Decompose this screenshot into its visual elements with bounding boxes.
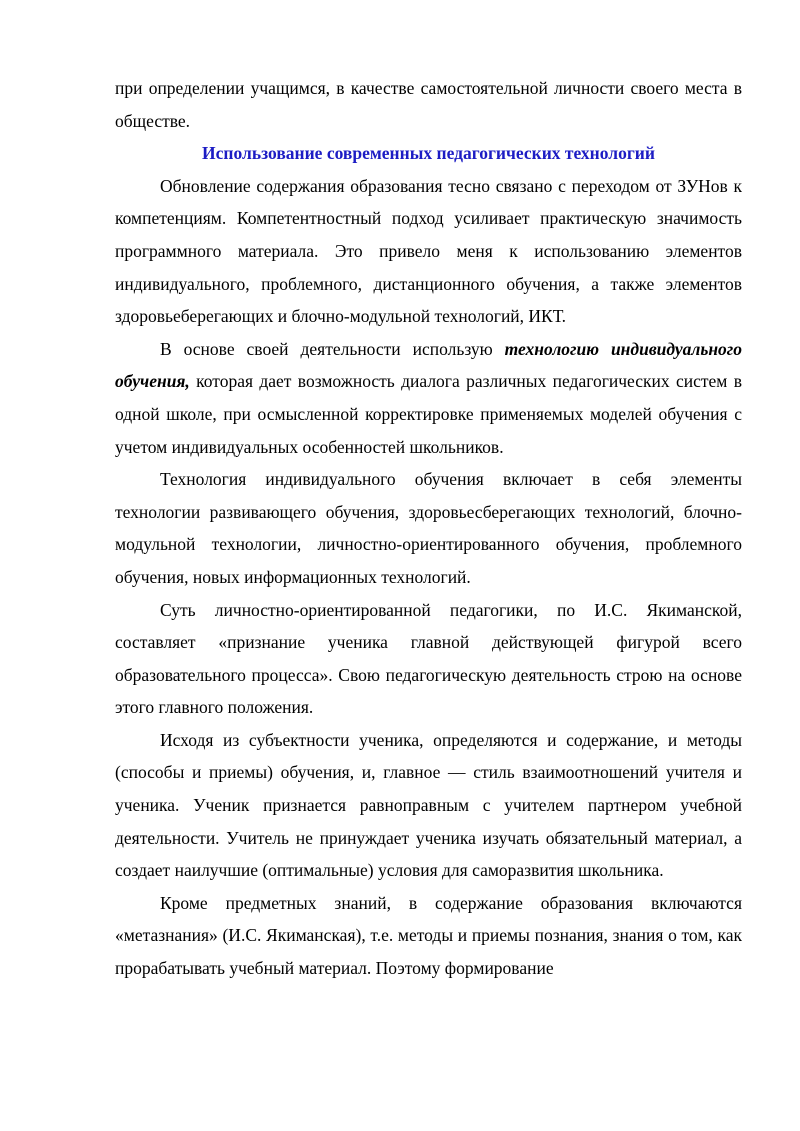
paragraph-technology-elements: Технология индивидуального обучения включает в себя элементы технологии развивающего обучения, здоровьесберегающих технологий, блочно-модульной технологии, личностно-ориентированного обучения, проблемного обучения, новых информационных технологий.	[115, 469, 742, 587]
section-heading: Использование современных педагогических технологий	[202, 143, 655, 164]
document-page	[115, 72, 742, 985]
paragraph-individual-learning	[115, 333, 742, 463]
paragraph-lead-text: В основе своей деятельности использую	[160, 338, 505, 359]
emphasized-term: технологию индивидуального обучения,	[115, 338, 742, 392]
paragraph-subjectivity: Исходя из субъектности ученика, определяются и содержание, и методы (способы и приемы) обучения, и, главное — стиль взаимоотношений учителя и ученика. Ученик признается равноправным с учителем партнером учебной деятельности. Учитель не принуждает ученика изучать обязательный материал, а создает наилучшие (оптимальные) условия для саморазвития школьника.	[115, 729, 742, 881]
paragraph-competencies: Обновление содержания образования тесно связано с переходом от ЗУНов к компетенциям. Компетентностный подход усиливает практическую значимость программного материала. Это привело меня к использованию элементов индивидуального, проблемного, дистанционного обучения, а также элементов здоровьеберегающих и блочно-модульной технологий, ИКТ.	[115, 175, 742, 327]
paragraph-metaknowledge: Кроме предметных знаний, в содержание образования включаются «метазнания» (И.С. Якиманская), т.е. методы и приемы познания, знания о том, как прорабатывать учебный материал. Поэтому формирование	[115, 892, 742, 979]
paragraph-personal-pedagogy: Суть личностно-ориентированной педагогики, по И.С. Якиманской, составляет «признание ученика главной действующей фигурой всего образовательного процесса». Свою педагогическую деятельность строю на основе этого главного положения.	[115, 599, 742, 718]
paragraph-rest-text: которая дает возможность диалога различных педагогических систем в одной школе, при осмысленной корректировке применяемых моделей обучения с учетом индивидуальных особенностей школьников.	[115, 371, 742, 457]
intro-paragraph: при определении учащимся, в качестве самостоятельной личности своего места в обществе.	[115, 78, 742, 131]
